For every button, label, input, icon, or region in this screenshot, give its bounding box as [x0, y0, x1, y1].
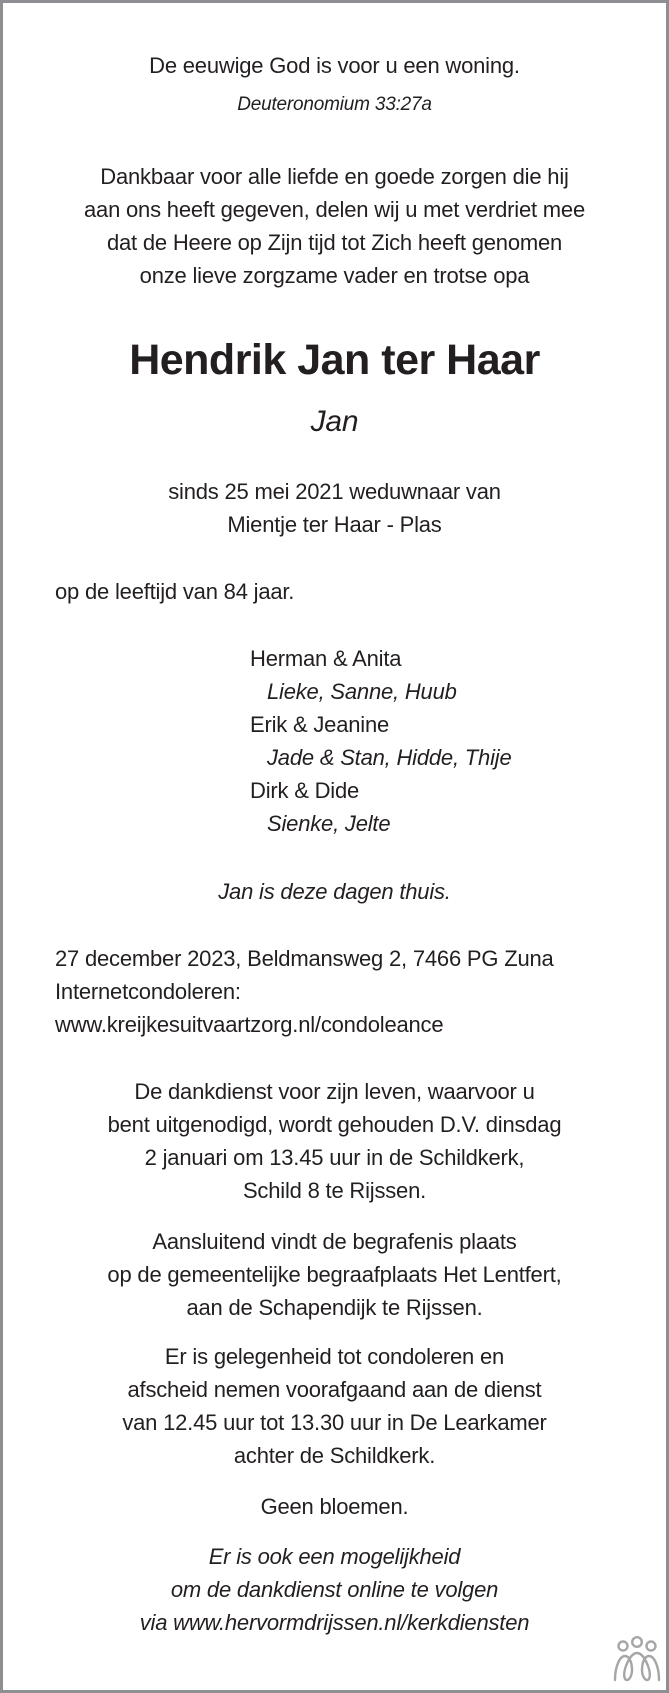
- family-list: [250, 642, 511, 840]
- intro-line: dat de Heere op Zijn tijd tot Zich heeft genomen: [106, 230, 563, 255]
- service-line: bent uitgenodigd, wordt gehouden D.V. dinsdag: [107, 1112, 562, 1137]
- condolence-url: www.kreijkesuitvaartzorg.nl/condoleance: [55, 1012, 444, 1037]
- condolence-line: achter de Schildkerk.: [233, 1443, 436, 1468]
- online-line: Er is ook een mogelijkheid: [208, 1544, 461, 1569]
- condolence-line: van 12.45 uur tot 13.30 uur in De Learkamer: [122, 1410, 547, 1435]
- condolence-line: afscheid nemen voorafgaand aan de dienst: [127, 1377, 542, 1402]
- verse-text: De eeuwige God is voor u een woning.: [149, 53, 520, 78]
- family-parents: Erik & Jeanine: [250, 712, 390, 737]
- burial-paragraph: [3, 1225, 666, 1324]
- online-paragraph: [3, 1540, 666, 1639]
- online-line: via www.hervormdrijssen.nl/kerkdiensten: [139, 1610, 530, 1635]
- address-line: 27 december 2023, Beldmansweg 2, 7466 PG Zuna: [55, 946, 554, 971]
- condolence-paragraph: [3, 1340, 666, 1472]
- service-line: De dankdienst voor zijn leven, waarvoor u: [134, 1079, 535, 1104]
- burial-line: Aansluitend vindt de begrafenis plaats: [152, 1229, 517, 1254]
- service-line: 2 januari om 13.45 uur in de Schildkerk,: [144, 1145, 525, 1170]
- burial-line: aan de Schapendijk te Rijssen.: [186, 1295, 483, 1320]
- family-parents: Dirk & Dide: [250, 778, 360, 803]
- age-paragraph: [55, 575, 655, 608]
- at-home-line: Jan is deze dagen thuis.: [218, 879, 451, 904]
- verse-block: [3, 49, 666, 82]
- verse-reference-block: [3, 88, 666, 121]
- deceased-nickname: Jan: [310, 405, 359, 438]
- family-entry: [250, 774, 511, 840]
- intro-line: aan ons heeft gegeven, delen wij u met verdriet mee: [84, 197, 585, 222]
- burial-line: op de gemeentelijke begraafplaats Het Lentfert,: [107, 1262, 562, 1287]
- deceased-full-name: Hendrik Jan ter Haar: [129, 336, 540, 384]
- widower-paragraph: [3, 475, 666, 541]
- at-home-paragraph: [3, 875, 666, 908]
- family-entry: [250, 708, 511, 774]
- service-paragraph: [3, 1075, 666, 1207]
- intro-line: Dankbaar voor alle liefde en goede zorgen die hij: [100, 164, 569, 189]
- obituary-notice: [3, 3, 666, 1690]
- online-line: om de dankdienst online te volgen: [170, 1577, 499, 1602]
- family-parents: Herman & Anita: [250, 646, 402, 671]
- nickname-block: [3, 402, 666, 442]
- age-line: op de leeftijd van 84 jaar.: [55, 579, 295, 604]
- verse-reference: Deuteronomium 33:27a: [237, 94, 432, 115]
- people-group-icon: [612, 1636, 662, 1682]
- intro-line: onze lieve zorgzame vader en trotse opa: [139, 263, 530, 288]
- family-children: Sienke, Jelte: [267, 811, 391, 836]
- family-children: Jade & Stan, Hidde, Thije: [267, 745, 512, 770]
- condolence-line: Er is gelegenheid tot condoleren en: [164, 1344, 505, 1369]
- deceased-name-block: [3, 335, 666, 385]
- family-entry: [250, 642, 511, 708]
- intro-paragraph: [3, 160, 666, 292]
- family-children: Lieke, Sanne, Huub: [267, 679, 457, 704]
- no-flowers-line: Geen bloemen.: [260, 1494, 409, 1519]
- widower-line: sinds 25 mei 2021 weduwnaar van: [168, 479, 501, 504]
- widower-line: Mientje ter Haar - Plas: [227, 512, 442, 537]
- no-flowers-paragraph: [3, 1490, 666, 1523]
- address-paragraph: [55, 942, 665, 1041]
- service-line: Schild 8 te Rijssen.: [242, 1178, 427, 1203]
- condolence-label: Internetcondoleren:: [55, 979, 241, 1004]
